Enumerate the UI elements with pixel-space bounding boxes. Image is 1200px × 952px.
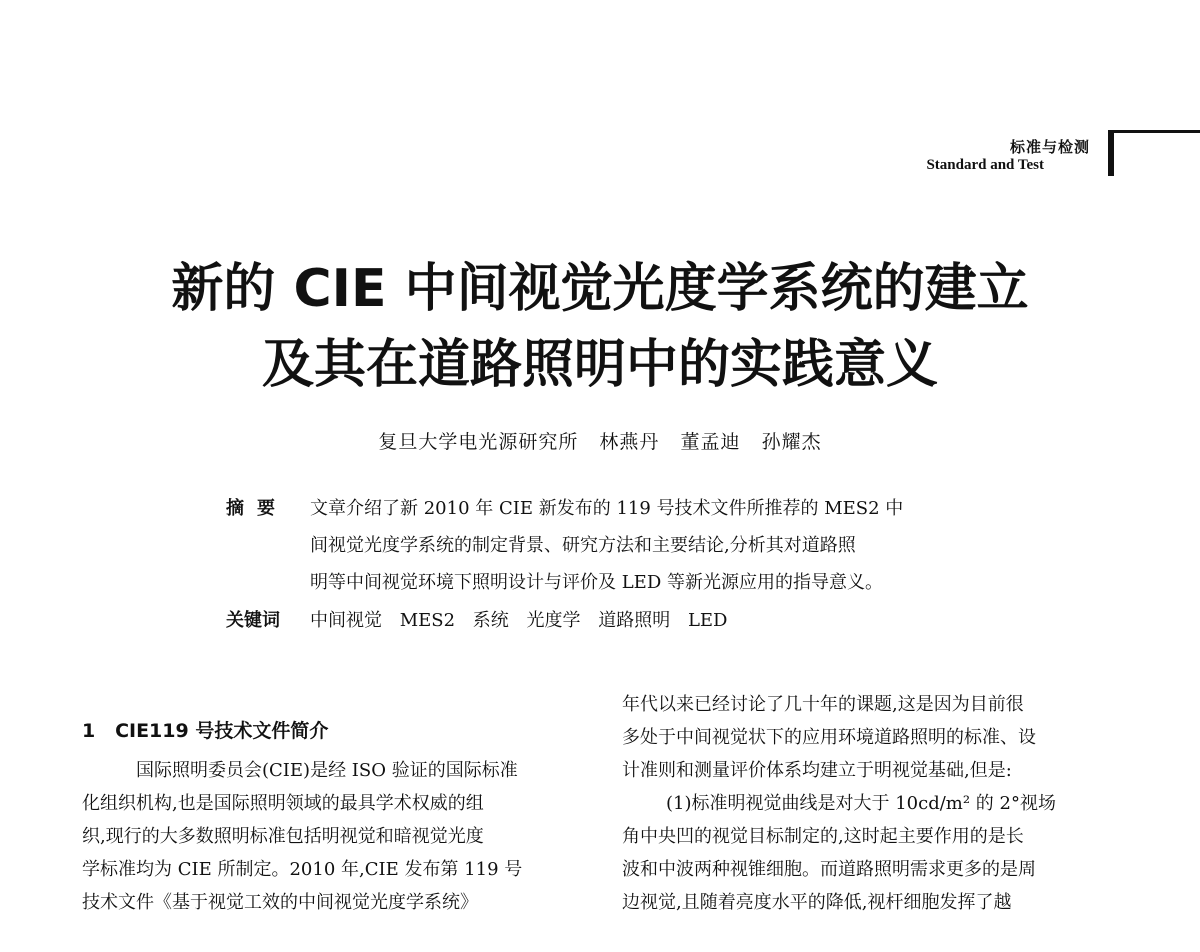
paragraph-line: 年代以来已经讨论了几十年的课题,这是因为目前很 <box>622 694 1024 715</box>
journal-section-title-en: Standard and Test <box>926 157 1044 173</box>
paragraph-line: 技术文件《基于视觉工效的中间视觉光度学系统》 <box>82 892 478 913</box>
abstract-line: 明等中间视觉环境下照明设计与评价及 LED 等新光源应用的指导意义。 <box>310 572 883 593</box>
paragraph-line: 波和中波两种视锥细胞。而道路照明需求更多的是周 <box>622 859 1036 880</box>
paragraph-line: 学标准均为 CIE 所制定。2010 年,CIE 发布第 119 号 <box>82 859 523 880</box>
body-column-left <box>82 715 572 919</box>
paragraph-line: 织,现行的大多数照明标准包括明视觉和暗视觉光度 <box>82 826 484 847</box>
author-affiliation: 复旦大学电光源研究所 林燕丹 董孟迪 孙耀杰 <box>378 431 822 453</box>
paragraph-line: 国际照明委员会(CIE)是经 ISO 验证的国际标准 <box>136 760 518 781</box>
paragraph-line: 化组织机构,也是国际照明领域的最具学术权威的组 <box>82 793 484 814</box>
paragraph-line: (1)标准明视觉曲线是对大于 10cd/m² 的 2°视场 <box>666 793 1056 814</box>
header-rule-horizontal <box>1108 130 1200 133</box>
body-column-right <box>622 688 1108 919</box>
abstract-label: 摘要 <box>226 498 288 519</box>
article-title-line-2: 及其在道路照明中的实践意义 <box>261 335 938 395</box>
paragraph-line: 多处于中间视觉状下的应用环境道路照明的标准、设 <box>622 727 1036 748</box>
article-title-line-1: 新的 CIE 中间视觉光度学系统的建立 <box>171 259 1029 319</box>
section-heading: 1 CIE119 号技术文件简介 <box>82 720 329 742</box>
keywords-label: 关键词 <box>226 610 280 631</box>
abstract-line: 间视觉光度学系统的制定背景、研究方法和主要结论,分析其对道路照 <box>310 535 856 556</box>
keywords-text: 中间视觉 MES2 系统 光度学 道路照明 LED <box>310 610 728 631</box>
paragraph-line: 边视觉,且随着亮度水平的降低,视杆细胞发挥了越 <box>622 892 1012 913</box>
header-rule-vertical <box>1108 130 1114 176</box>
journal-section-title: 标准与检测 <box>1009 138 1090 156</box>
abstract-line: 文章介绍了新 2010 年 CIE 新发布的 119 号技术文件所推荐的 MES2 中 <box>310 498 904 519</box>
paragraph-line: 计准则和测量评价体系均建立于明视觉基础,但是: <box>622 760 1012 781</box>
paragraph-line: 角中央凹的视觉目标制定的,这时起主要作用的是长 <box>622 826 1024 847</box>
